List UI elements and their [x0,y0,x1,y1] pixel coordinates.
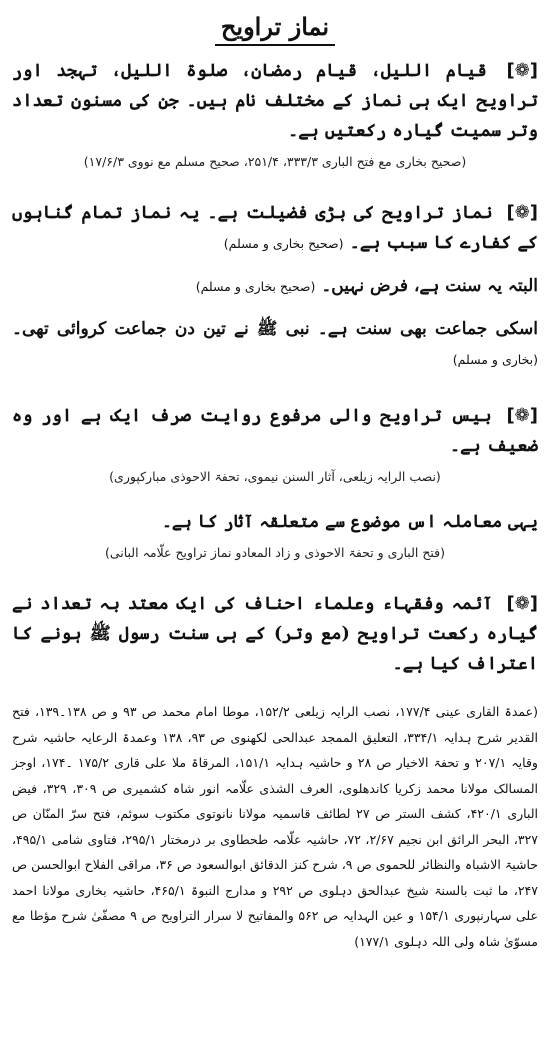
section-4-ref: (بخاری و مسلم) [452,352,538,367]
section-5-ref: (نصب الرایہ زیلعی، آثار السنن نیموی، تحفۃ الاحوذی مبارکپوری) [109,469,441,484]
section-5-body: بیس تراویح والی مرفوع روایت صرف ایک ہے اور وہ ضعیف ہے۔ [12,406,538,456]
title-wrap [12,12,538,56]
section-7-text [12,589,538,679]
section-3-text [12,271,538,302]
flower-icon: [❁] [506,60,539,81]
section-6-body: یہی معاملہ اس موضوع سے متعلقہ آثار کا ہے۔ [161,512,538,532]
section-2-ref: (صحیح بخاری و مسلم) [223,236,344,251]
section-6-ref: (فتح الباری و تحفۃ الاحوذی و زاد المعادو نماز تراویح علّامہ البانی) [104,545,446,560]
section-3 [12,271,538,302]
flower-icon: [❁] [506,405,538,426]
section-6-text [12,507,538,537]
section-4 [12,314,538,375]
section-1-text [12,56,538,146]
section-2-text [12,198,538,259]
page-title: نماز تراویح [215,12,335,46]
section-3-body: البتہ یہ سنت ہے، فرض نہیں۔ [321,276,538,296]
section-4-body: اسکی جماعت بھی سنت ہے۔ نبی ﷺ نے تین دن جماعت کروائی تھی۔ [12,319,538,339]
section-5-text [12,401,538,461]
section-7 [12,589,538,679]
section-1 [12,56,538,172]
section-4-text [12,314,538,375]
section-1-body: قیام اللیل، قیام رمضان، صلوۃ اللیل، تہجد اور تراویح ایک ہی نماز کے مختلف نام ہیں۔ جن کی مسنون تعداد وتر سمیت گیارہ رکعتیں ہے۔ [12,61,538,141]
references-list: (عمدۃ القاری عینی ۱۷۷/۴، نصب الرایہ زیلعی ۱۵۲/۲، موطا امام محمد ص ۹۳ و ص ۱۳۸۔۱۳۹، فتح القدیر شرح ہدایہ ۳۳۴/۱، التعلیق الممجد عبدالحی لکھنوی ص ۹۳، ۱۳۸ وعمدۃ الرعایہ حاشیہ شرح وقایہ ۲۰۷/۱ و تحفۃ الاخیار ص ۲۸ و حاشیہ ہدایہ ۱۵۱/۱، المرقاۃ ملا علی قاری ۱۷۵/۲ ۔۱۷۴، اوجز المسالک مولانا محمد زکریا کاندھلوی، العرف الشذی علّامہ انور شاہ کشمیری ص ۳۰۹، ۳۲۹، فیض الباری ۴۲۰/۱، کشف الستر ص ۲۷ لطائف قاسمیہ مولانا نانوتوی مکتوب سوئم، فتح سرّ المنّان ص ۳۲۷، البحر الرائق ابن نجیم ۲/۶۷، ۷۲، حاشیہ علّامہ طحطاوی بر درمختار ۲۹۵/۱، فتاوی شامی ۴۹۵/۱، حاشیۃ الاشباہ والنظائر للحموی ص ۹، شرح کنز الدقائق ابوالسعود ص ۳۶، مراقی الفلاح ابوالحسن ص ۲۴۷، ما ثبت بالسنۃ شیخ عبدالحق دہلوی ص ۲۹۲ و مدارج النبوۃ ۴۶۵/۱، حاشیہ بخاری مولانا احمد علی سہارنپوری ۱۵۴/۱ و عین الہدایہ ص ۵۶۲ والمفاتیح لا سرار التراویح ص ۹ مصفّیٰ شرح مؤطا مع مسوّیٰ شاہ ولی اللہ دہلوی ۱۷۷/۱) [12,704,539,949]
flower-icon: [❁] [506,202,539,223]
flower-icon: [❁] [506,593,539,614]
section-3-ref: (صحیح بخاری و مسلم) [195,279,316,294]
section-5 [12,401,538,487]
section-2-body: نماز تراویح کی بڑی فضیلت ہے۔ یہ نماز تمام گناہوں کے کفارے کا سبب ہے۔ [12,203,538,253]
section-7-body: آئمہ وفقہاء وعلماء احناف کی ایک معتد بہ تعداد نے گیارہ رکعت تراویح (مع وتر) کے ہی سنت رسول ﷺ ہونے کا اعتراف کیا ہے۔ [12,594,538,674]
section-6 [12,507,538,563]
section-2 [12,198,538,259]
section-1-ref: (صحیح بخاری مع فتح الباری ۳۳۳/۳، ۲۵۱/۴، صحیح مسلم مع نووی ۱۷/۶/۳) [83,154,467,169]
